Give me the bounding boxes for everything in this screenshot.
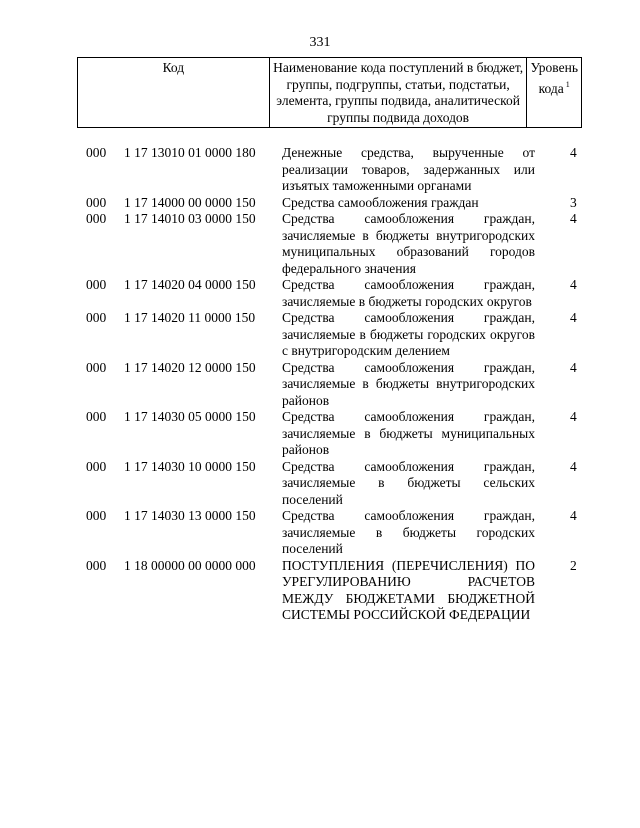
income-name: Средства самообложения граждан, зачисляемые в бюджеты сельских поселений <box>282 458 535 507</box>
admin-code: 000 <box>86 458 107 474</box>
table-row <box>86 459 586 509</box>
code-level: 4 <box>570 359 577 375</box>
admin-code: 000 <box>86 557 107 573</box>
header-name: Наименование кода поступлений в бюджет, группы, подгруппы, статьи, подстатьи, элемента, группы подвида, аналитической группы подвида доходов <box>269 58 527 128</box>
header-code: Код <box>78 58 270 128</box>
table-body <box>86 145 586 624</box>
income-name: Средства самообложения граждан <box>282 194 479 210</box>
footnote-marker: 1 <box>565 79 570 89</box>
table-row <box>86 558 586 624</box>
admin-code: 000 <box>86 409 107 424</box>
income-code: 1 17 14020 12 0000 150 <box>124 359 256 375</box>
income-name: ПОСТУПЛЕНИЯ (ПЕРЕЧИСЛЕНИЯ) ПО УРЕГУЛИРОВАНИЮ РАСЧЕТОВ МЕЖДУ БЮДЖЕТАМИ БЮДЖЕТНОЙ СИСТЕМЫ РОССИЙСКОЙ ФЕДЕРАЦИИ <box>282 557 535 622</box>
admin-code: 000 <box>86 277 107 292</box>
header-level-label: Уровень кода <box>530 60 578 96</box>
page-number: 331 <box>309 35 331 50</box>
code-level: 4 <box>570 277 577 292</box>
admin-code: 000 <box>86 310 107 325</box>
income-name: Денежные средства, вырученные от реализации товаров, задержанных или изъятых таможенными органами <box>282 145 535 193</box>
table-row <box>86 310 586 360</box>
income-code: 1 17 14000 00 0000 150 <box>124 194 256 210</box>
income-name: Средства самообложения граждан, зачисляемые в бюджеты внутригородских районов <box>282 359 535 408</box>
code-level: 4 <box>570 310 577 325</box>
income-name: Средства самообложения граждан, зачисляемые в бюджеты городских округов с внутригородским делением <box>282 310 535 358</box>
income-code: 1 17 13010 01 0000 180 <box>124 145 256 160</box>
code-level: 4 <box>570 508 577 523</box>
admin-code: 000 <box>86 359 107 375</box>
income-code: 1 17 14030 13 0000 150 <box>124 508 256 523</box>
table-row <box>86 277 586 310</box>
income-name: Средства самообложения граждан, зачисляемые в бюджеты городских округов <box>282 277 535 309</box>
code-level: 3 <box>570 194 577 210</box>
income-code: 1 17 14020 11 0000 150 <box>124 310 256 325</box>
table-row <box>86 409 586 459</box>
table-row <box>86 211 586 277</box>
code-level: 4 <box>570 211 577 226</box>
income-code: 1 17 14030 05 0000 150 <box>124 409 256 424</box>
income-name: Средства самообложения граждан, зачисляемые в бюджеты муниципальных районов <box>282 409 535 457</box>
code-level: 4 <box>570 409 577 424</box>
admin-code: 000 <box>86 145 107 160</box>
income-code: 1 17 14030 10 0000 150 <box>124 458 256 474</box>
admin-code: 000 <box>86 508 107 523</box>
code-level: 4 <box>570 145 577 160</box>
table-row <box>86 508 586 558</box>
code-level: 4 <box>570 458 577 474</box>
table-row <box>86 195 586 212</box>
income-code: 1 17 14020 04 0000 150 <box>124 277 256 292</box>
header-level <box>527 58 582 128</box>
table-row <box>86 360 586 410</box>
admin-code: 000 <box>86 211 107 226</box>
table-header <box>77 57 582 128</box>
income-name: Средства самообложения граждан, зачисляемые в бюджеты внутригородских муниципальных образований городов федерального значения <box>282 211 535 276</box>
admin-code: 000 <box>86 194 107 210</box>
income-name: Средства самообложения граждан, зачисляемые в бюджеты городских поселений <box>282 508 535 556</box>
code-level: 2 <box>570 557 577 573</box>
income-code: 1 17 14010 03 0000 150 <box>124 211 256 226</box>
income-code: 1 18 00000 00 0000 000 <box>124 557 256 573</box>
table-row <box>86 145 586 195</box>
